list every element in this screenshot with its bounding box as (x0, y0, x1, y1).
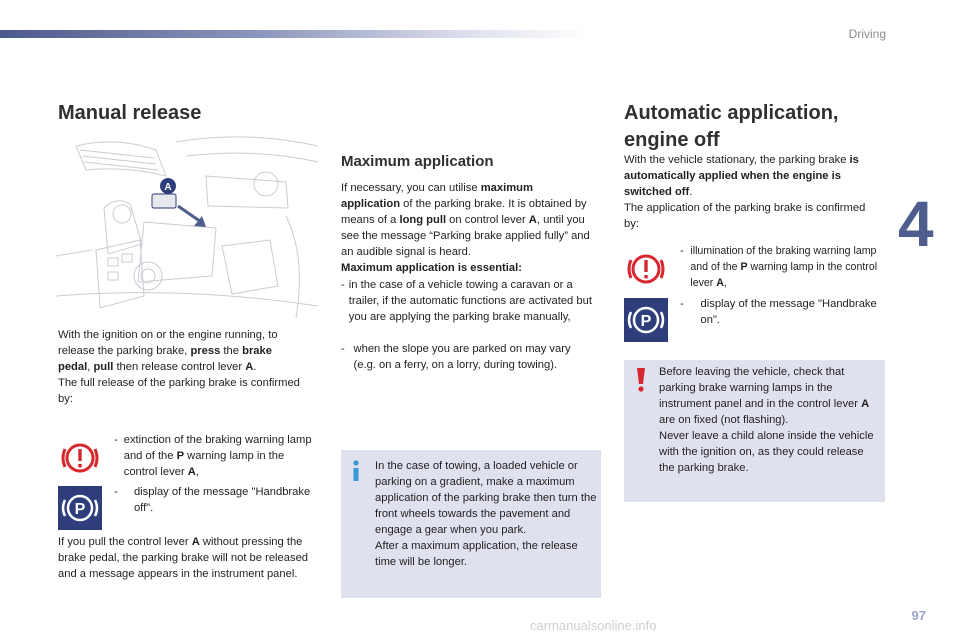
info-icon (349, 460, 363, 482)
section-title: Driving (848, 27, 886, 41)
warning-panel (624, 360, 885, 502)
list-item: - when the slope you are parked on may vary (e.g. on a ferry, on a lorry, during towing). (341, 343, 571, 371)
warning-text: Before leaving the vehicle, check that parking brake warning lamps in the instrument panel and in the control lever A are on fixed (not flashing). (659, 366, 870, 426)
exclamation-icon (634, 368, 648, 392)
list-item: - illumination of the braking warning lamp and of the P warning lamp in the control lever A, (680, 245, 878, 289)
info-text: In the case of towing, a loaded vehicle or parking on a gradient, make a maximum application of the parking brake then turn the front wheels towards the pavement and engage a gear when you park. (375, 460, 597, 536)
parking-p-icon (624, 298, 668, 342)
page-number: 97 (911, 608, 926, 623)
warning-text: Never leave a child alone inside the vehicle with the ignition on, as they could release the parking brake. (659, 430, 874, 474)
list-item: - extinction of the braking warning lamp and of the P warning lamp in the control lever A, (114, 434, 312, 478)
watermark: carmanualsonline.info (530, 618, 657, 633)
info-text: After a maximum application, the release time will be longer. (375, 540, 578, 568)
chapter-number: 4 (898, 188, 934, 260)
manual-release-title: Manual release (58, 102, 202, 124)
brake-warning-icon (58, 436, 102, 480)
maximum-application-text: If necessary, you can utilise maximum application of the parking brake. It is obtained by means of a long pull on control lever A, until you see the message “Parking brake applied fully” and an audible signal is heard. Maximum application is essential: (341, 180, 593, 276)
control-lever-a (152, 178, 206, 227)
automatic-application-title: Automatic application, engine off (624, 102, 839, 151)
list-item: - display of the message "Handbrake on". (680, 298, 877, 326)
callout-label-a: A (164, 182, 172, 193)
svg-text:P: P (640, 313, 652, 330)
dashboard-illustration (56, 136, 318, 318)
automatic-application-intro: With the vehicle stationary, the parking brake is automatically applied when the engine is switched off. The application of the parking brake is confirmed by: (624, 154, 866, 230)
header-gradient-bar (0, 30, 590, 38)
info-panel (341, 450, 601, 598)
svg-text:P: P (74, 501, 86, 518)
essential-heading: Maximum application is essential: (341, 262, 522, 274)
list-item: - display of the message "Handbrake off". (114, 486, 311, 514)
maximum-application-title: Maximum application (341, 153, 494, 170)
parking-p-icon (58, 486, 102, 530)
manual-release-intro: With the ignition on or the engine running, to release the parking brake, press the brake pedal, pull then release control lever A. The full release of the parking brake is confirmed by: (58, 329, 300, 405)
list-item: - in the case of a vehicle towing a caravan or a trailer, if the automatic functions are activated but you are applying the parking brake manually, (341, 279, 592, 323)
manual-release-note: If you pull the control lever A without pressing the brake pedal, the parking brake will not be released and a message appears in the instrument panel. (58, 536, 309, 580)
brake-warning-icon (624, 247, 668, 291)
